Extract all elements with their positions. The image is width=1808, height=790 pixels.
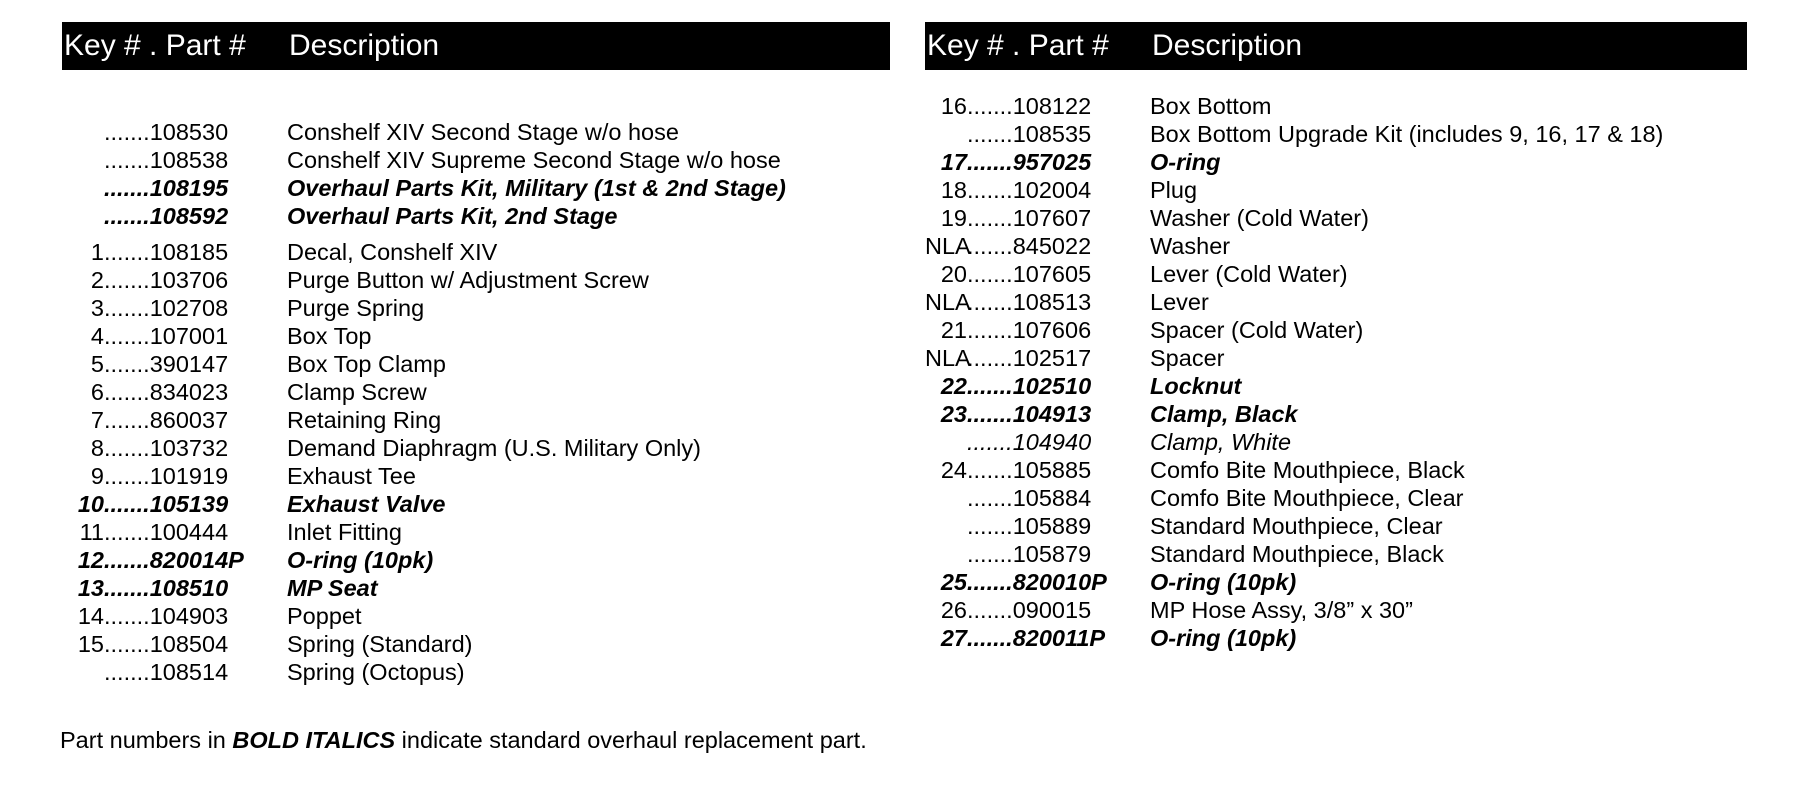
footnote-text-before: Part numbers in — [60, 727, 233, 753]
key-number: 20 — [940, 261, 967, 287]
table-row — [62, 350, 890, 378]
table-row — [925, 568, 1747, 596]
part-number: 845022 — [1012, 233, 1092, 259]
table-row — [925, 176, 1747, 204]
part-number: 102510 — [1012, 373, 1092, 399]
part-number: 108592 — [149, 203, 229, 229]
table-header — [925, 22, 1747, 70]
table-row — [925, 596, 1747, 624]
part-number: 105879 — [1012, 541, 1092, 567]
leader-dots: ....... — [967, 457, 1013, 483]
table-row — [925, 288, 1747, 316]
part-number: 107001 — [149, 323, 229, 349]
part-number: 104940 — [1012, 429, 1092, 455]
table-row — [62, 602, 890, 630]
leader-dots: ....... — [104, 659, 150, 685]
part-number: 105884 — [1012, 485, 1092, 511]
key-number: 23 — [940, 401, 967, 427]
key-number: NLA — [925, 289, 971, 315]
key-number — [62, 146, 104, 174]
table-row — [925, 540, 1747, 568]
part-number: 820014P — [149, 547, 244, 573]
leader-dots: ....... — [104, 603, 150, 629]
table-row — [62, 266, 890, 294]
key-number: 8 — [90, 435, 104, 461]
table-row — [62, 574, 890, 602]
description: Spacer (Cold Water) — [1150, 317, 1364, 343]
leader-dots: ....... — [104, 435, 150, 461]
part-number: 820011P — [1012, 625, 1106, 651]
description: O-ring (10pk) — [1150, 625, 1297, 651]
table-row — [62, 406, 890, 434]
part-number: 820010P — [1012, 569, 1107, 595]
footnote-emphasis: BOLD ITALICS — [232, 727, 396, 753]
leader-dots: ....... — [967, 429, 1013, 455]
footnote — [60, 727, 867, 754]
description: Clamp Screw — [287, 379, 427, 405]
key-number: 5 — [90, 351, 104, 377]
table-header — [62, 22, 890, 70]
description: Standard Mouthpiece, Black — [1150, 541, 1444, 567]
table-row — [925, 92, 1747, 120]
table-row — [62, 462, 890, 490]
leader-dots: ....... — [104, 631, 150, 657]
key-number — [925, 512, 967, 540]
description: Spring (Standard) — [287, 631, 473, 657]
description: Purge Spring — [287, 295, 425, 321]
leader-dots: ....... — [104, 351, 150, 377]
description: MP Seat — [287, 575, 378, 601]
part-number: 957025 — [1012, 149, 1092, 175]
table-row — [62, 238, 890, 266]
leader-dots: ....... — [967, 261, 1013, 287]
description: O-ring (10pk) — [287, 547, 434, 573]
description: Comfo Bite Mouthpiece, Clear — [1150, 485, 1464, 511]
key-number: 26 — [940, 597, 967, 623]
description: Spacer — [1150, 345, 1225, 371]
description: Comfo Bite Mouthpiece, Black — [1150, 457, 1465, 483]
part-number: 108538 — [149, 147, 229, 173]
part-number: 107606 — [1012, 317, 1092, 343]
part-number: 107605 — [1012, 261, 1092, 287]
leader-dots: ....... — [967, 233, 1013, 259]
description: Conshelf XIV Second Stage w/o hose — [287, 119, 679, 145]
leader-dots: ....... — [967, 121, 1013, 147]
key-number: 12 — [77, 547, 104, 573]
parts-list — [62, 118, 890, 686]
description: Exhaust Tee — [287, 463, 416, 489]
key-number: 13 — [77, 575, 104, 601]
leader-dots: ....... — [967, 401, 1013, 427]
leader-dots: ....... — [967, 513, 1013, 539]
leader-dots: ....... — [967, 597, 1013, 623]
description: Box Top Clamp — [287, 351, 446, 377]
key-number — [925, 484, 967, 512]
key-number: 3 — [90, 295, 104, 321]
table-row — [62, 174, 890, 202]
part-number: 108122 — [1012, 93, 1092, 119]
table-row — [62, 434, 890, 462]
leader-dots: ....... — [967, 317, 1013, 343]
table-row — [925, 232, 1747, 260]
key-number: 10 — [77, 491, 104, 517]
description: Box Bottom Upgrade Kit (includes 9, 16, 17 & 18) — [1150, 121, 1664, 147]
table-row — [925, 456, 1747, 484]
part-number: 105885 — [1012, 457, 1092, 483]
leader-dots: ....... — [967, 149, 1013, 175]
parts-table-left — [62, 22, 890, 686]
key-number: 4 — [90, 323, 104, 349]
table-row — [925, 372, 1747, 400]
key-number — [62, 174, 104, 202]
leader-dots: ....... — [967, 205, 1013, 231]
key-number: 7 — [90, 407, 104, 433]
leader-dots: ....... — [104, 119, 150, 145]
table-row — [62, 546, 890, 574]
leader-dots: ....... — [104, 547, 150, 573]
table-row — [62, 490, 890, 518]
table-row — [925, 120, 1747, 148]
table-row — [62, 630, 890, 658]
description: Poppet — [287, 603, 362, 629]
description: Demand Diaphragm (U.S. Military Only) — [287, 435, 701, 461]
leader-dots: ....... — [104, 147, 150, 173]
key-number: 1 — [90, 239, 104, 265]
description: Lever — [1150, 289, 1209, 315]
part-number: 834023 — [149, 379, 229, 405]
part-number: 100444 — [149, 519, 229, 545]
description: Inlet Fitting — [287, 519, 402, 545]
leader-dots: ....... — [967, 177, 1013, 203]
leader-dots: ....... — [104, 323, 150, 349]
part-number: 108504 — [149, 631, 229, 657]
description: Locknut — [1150, 373, 1242, 399]
description: Plug — [1150, 177, 1198, 203]
key-number: 19 — [940, 205, 967, 231]
part-number: 108513 — [1012, 289, 1092, 315]
key-number — [62, 202, 104, 230]
key-number: 18 — [940, 177, 967, 203]
leader-dots: ....... — [104, 407, 150, 433]
key-number: 14 — [77, 603, 104, 629]
part-number: 108535 — [1012, 121, 1092, 147]
table-row — [62, 294, 890, 322]
table-row — [925, 484, 1747, 512]
description: Box Bottom — [1150, 93, 1272, 119]
key-number: 9 — [90, 463, 104, 489]
leader-dots: ....... — [104, 575, 150, 601]
leader-dots: ....... — [104, 203, 150, 229]
leader-dots: ....... — [104, 267, 150, 293]
table-row — [62, 202, 890, 230]
leader-dots: ....... — [967, 541, 1013, 567]
leader-dots: ....... — [104, 379, 150, 405]
part-number: 102708 — [149, 295, 229, 321]
key-number: 25 — [940, 569, 967, 595]
description: Purge Button w/ Adjustment Screw — [287, 267, 649, 293]
key-number: NLA — [925, 233, 971, 259]
description: Decal, Conshelf XIV — [287, 239, 498, 265]
description: Overhaul Parts Kit, Military (1st & 2nd Stage) — [287, 175, 786, 201]
part-number: 108514 — [149, 659, 229, 685]
part-number: 090015 — [1012, 597, 1092, 623]
leader-dots: ....... — [104, 175, 150, 201]
leader-dots: ....... — [967, 373, 1013, 399]
key-number — [62, 118, 104, 146]
table-row — [925, 512, 1747, 540]
table-row — [925, 344, 1747, 372]
description: Clamp, White — [1150, 429, 1292, 455]
description: Washer — [1150, 233, 1231, 259]
part-number: 103706 — [149, 267, 229, 293]
key-number: 24 — [940, 457, 967, 483]
key-number — [925, 428, 967, 456]
description: Spring (Octopus) — [287, 659, 465, 685]
table-row — [62, 378, 890, 406]
table-row — [62, 118, 890, 146]
part-number: 102004 — [1012, 177, 1092, 203]
header-key-part: Key # . Part # — [64, 29, 246, 62]
part-number: 108510 — [149, 575, 229, 601]
part-number: 101919 — [149, 463, 229, 489]
leader-dots: ....... — [104, 491, 150, 517]
description: Retaining Ring — [287, 407, 442, 433]
part-number: 104913 — [1012, 401, 1092, 427]
part-number: 108530 — [149, 119, 229, 145]
description: Clamp, Black — [1150, 401, 1298, 427]
header-key-part: Key # . Part # — [927, 29, 1109, 62]
key-number: 15 — [77, 631, 104, 657]
header-description: Description — [1152, 29, 1303, 62]
part-number: 103732 — [149, 435, 229, 461]
key-number: 17 — [940, 149, 967, 175]
table-row — [925, 624, 1747, 652]
part-number: 105139 — [149, 491, 229, 517]
description: O-ring (10pk) — [1150, 569, 1297, 595]
part-number: 860037 — [149, 407, 229, 433]
key-number: NLA — [925, 345, 971, 371]
key-number: 21 — [940, 317, 967, 343]
description: Exhaust Valve — [287, 491, 446, 517]
header-description: Description — [289, 29, 440, 62]
leader-dots: ....... — [967, 569, 1013, 595]
table-row — [925, 316, 1747, 344]
footnote-text-after: indicate standard overhaul replacement part. — [395, 727, 867, 753]
leader-dots: ....... — [967, 485, 1013, 511]
key-number: 27 — [940, 625, 967, 651]
part-number: 102517 — [1012, 345, 1092, 371]
description: Lever (Cold Water) — [1150, 261, 1348, 287]
table-row — [925, 400, 1747, 428]
table-row — [925, 204, 1747, 232]
table-row — [62, 146, 890, 174]
leader-dots: ....... — [967, 289, 1013, 315]
description: Box Top — [287, 323, 372, 349]
parts-table-right — [925, 22, 1747, 652]
key-number — [925, 120, 967, 148]
table-row — [62, 658, 890, 686]
leader-dots: ....... — [104, 519, 150, 545]
leader-dots: ....... — [967, 93, 1013, 119]
description: MP Hose Assy, 3/8” x 30” — [1150, 597, 1413, 623]
table-row — [62, 518, 890, 546]
leader-dots: ....... — [104, 239, 150, 265]
parts-list — [925, 92, 1747, 652]
key-number: 22 — [940, 373, 967, 399]
key-number: 2 — [90, 267, 104, 293]
description: Standard Mouthpiece, Clear — [1150, 513, 1443, 539]
key-number: 6 — [90, 379, 104, 405]
part-number: 104903 — [149, 603, 229, 629]
leader-dots: ....... — [104, 463, 150, 489]
part-number: 108195 — [149, 175, 229, 201]
part-number: 105889 — [1012, 513, 1092, 539]
description: Overhaul Parts Kit, 2nd Stage — [287, 203, 618, 229]
description: O-ring — [1150, 149, 1221, 175]
table-row — [925, 260, 1747, 288]
key-number — [62, 658, 104, 686]
table-row — [925, 428, 1747, 456]
key-number: 16 — [940, 93, 967, 119]
description: Washer (Cold Water) — [1150, 205, 1369, 231]
leader-dots: ....... — [967, 625, 1013, 651]
leader-dots: ....... — [967, 345, 1013, 371]
description: Conshelf XIV Supreme Second Stage w/o hose — [287, 147, 781, 173]
table-row — [62, 322, 890, 350]
table-row — [925, 148, 1747, 176]
key-number: 11 — [79, 519, 104, 545]
leader-dots: ....... — [104, 295, 150, 321]
part-number: 390147 — [149, 351, 229, 377]
key-number — [925, 540, 967, 568]
part-number: 107607 — [1012, 205, 1092, 231]
part-number: 108185 — [149, 239, 229, 265]
